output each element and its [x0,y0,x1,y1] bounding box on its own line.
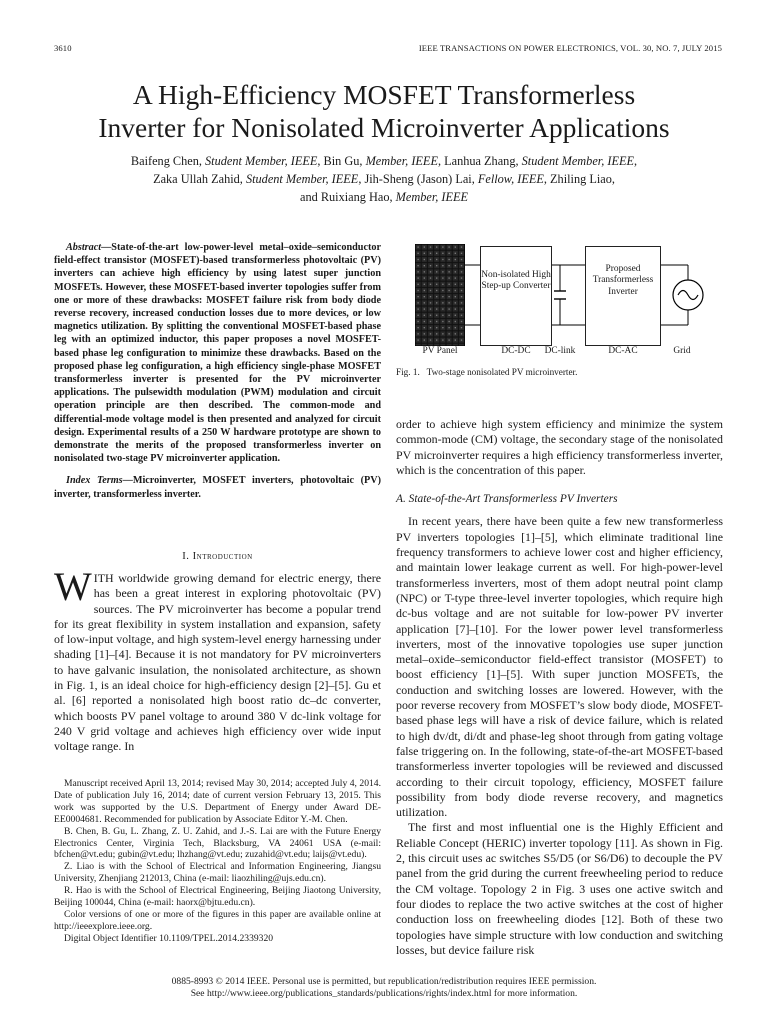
footnote: Manuscript received April 13, 2014; revised May 30, 2014; accepted July 4, 2014. Date of publication July 16, 2014; date of current version February 13, 2015. This work was supported by the U.S. Department of Energy under Award DE-EE0004681. Recommended for publication by Associate Editor Y.-M. Chen. [54,778,381,825]
copyright-footer [0,976,768,1001]
figure-1 [392,236,714,386]
page-number: 3610 [54,43,72,53]
abstract-label: Abstract [66,242,102,253]
abstract-text: —State-of-the-art low-power-level metal–oxide–semiconductor field-effect transistor (MOSFET)-based transformerless photovoltaic (PV) inverters can achieve high efficiency by using latest super junction MOSFETs. However, these MOSFET-based inverter topologies suffer from one or more of these drawbacks: MOSFET failure risk from body diode reverse recovery, increased conduction losses due to more devices, or low magnetics utilization. By splitting the conventional MOSFET-based phase leg with an optimized inductor, this paper proposes a novel MOSFET-based phase leg configuration to minimize these drawbacks. Based on the proposed phase leg configuration, a high efficiency single-phase MOSFET transformerless inverter is presented for the PV microinverter applications. The pulsewidth modulation (PWM) modulation and circuit operation principle are then described. The common-mode and differential-mode voltage model is then presented and analyzed for circuit design. Experimental results of a 250 W hardware prototype are shown to demonstrate the merits of the proposed transformerless inverter on nonisolated two-stage PV microinverter application. [54,242,381,465]
journal-header: IEEE TRANSACTIONS ON POWER ELECTRONICS, VOL. 30, NO. 7, JULY 2015 [418,43,722,53]
index-terms-label: Index Terms [66,475,123,487]
author-list [40,152,728,206]
footnote: B. Chen, B. Gu, L. Zhang, Z. U. Zahid, and J.-S. Lai are with the Future Energy Electronics Center, Virginia Tech, Blacksburg, VA 24061 USA (e-mail: bfchen@vt.edu; gubin@vt.edu; lhzhang@vt.edu; zuzahid@vt.edu; laijs@vt.edu). [54,825,381,861]
footnote: Digital Object Identifier 10.1109/TPEL.2014.2339320 [64,932,274,944]
drop-cap: W [54,564,92,609]
paragraph: In recent years, there have been quite a few new transformerless PV inverters topologies [1]–[5], which eliminate traditional line frequency transformers to achieve lower cost and higher efficiency, and maintain lower leakage current as well. For high-power-level transformerless inverters, most of them adopt neutral point clamp (NPC) or T-type three-level inverter topologies, which require high dc-bus voltage and are not suitable for low-power PV inverter application [7]–[10]. For the lower power level transformerless inverters, most of the innovative topologies use super junction metal–oxide–semiconductor field-effect transistor (MOSFET) to boost efficiency [1]–[5]. With super junction MOSFETs, the conduction and switching losses are lowered. However, with the poor reverse recovery from MOSFET’s slow body diode, MOSFET-based phase legs will have a risk of device failure, which is related to high dv/dt, di/dt and phase-leg shoot through from gating voltage false triggering on. In the following, state-of-the-art MOSFET-based transformerless inverter topologies will be reviewed and discussed according to their circuit topology, efficiency, MOSFET failure possibility from body diode reverse recovery, and magnetics utilization. [396,514,723,820]
paper-title [0,78,768,144]
index-terms-text: —Microinverter, MOSFET inverters, photovoltaic (PV) inverter, transformerless inverter. [54,475,381,500]
author-name: and Ruixiang Hao, [299,190,396,204]
footer-line-2: See http://www.ieee.org/publications_standards/publications/rights/index.html for more information. [190,988,578,1000]
inverter-block: Proposed Transformerless Inverter [585,246,661,346]
label-dc-link: DC-link [544,346,576,356]
author-name: , Bin Gu, [317,154,366,168]
author-role: Student Member, IEEE [521,154,634,168]
footnote: R. Hao is with the School of Electrical Engineering, Beijing Jiaotong University, Beijing 100044, China (e-mail: haorx@bjtu.edu.cn). [54,885,381,909]
author-role: Member, IEEE [395,190,469,204]
author-role: Student Member, IEEE [245,172,359,186]
paragraph: order to achieve high system efficiency and minimize the system common-mode (CM) voltage, the secondary stage of the nonisolated PV microinverter requires a high efficiency transformerless inverter, which is the concentration of this paper. [396,417,723,477]
author-name: , Jih-Sheng (Jason) Lai, [358,172,478,186]
label-dc-ac: DC-AC [608,346,638,356]
section-title: Introduction [192,551,253,562]
figure-caption [396,367,716,377]
abstract [54,241,381,501]
title-line-2: Inverter for Nonisolated Microinverter Applications [98,112,670,143]
footer-line-1: 0885-8993 © 2014 IEEE. Personal use is permitted, but republication/redistribution requires IEEE permission. [171,976,597,987]
section-heading-introduction [54,549,381,564]
author-line-2 [40,170,728,188]
label-grid: Grid [673,346,691,356]
author-name: Baifeng Chen, [130,154,206,168]
author-role: Student Member, IEEE [205,154,318,168]
intro-text [54,564,381,755]
label-pv-panel: PV Panel [422,346,458,356]
author-role: Fellow, IEEE [477,172,544,186]
footnote: Z. Liao is with the School of Electrical and Information Engineering, Jiangsu University, Zhenjiang 212013, China (e-mail: liaozhiling@ujs.edu.cn). [54,861,381,885]
dc-dc-converter-block: Non-isolated High Step-up Converter [480,246,552,346]
author-name: , Lanhua Zhang, [437,154,522,168]
title-line-1: A High-Efficiency MOSFET Transformerless [132,79,636,110]
author-line-3 [40,188,728,206]
paragraph: The first and most influential one is the Highly Efficient and Reliable Concept (HERIC) inverter topology [11]. As shown in Fig. 2, this circuit uses ac switches S5/D5 (or S6/D6) to decouple the PV panel from the grid during the current freewheeling period to reduce the CM voltage. Topology 2 in Fig. 3 uses one active switch and four diodes to replace the two active switches at the cost of higher conduction loss on freewheeling diodes [12]. Both of these two topologies have simple structure with low conduction and switching losses, but device failure risk [396,820,723,957]
subsection-heading: A. State-of-the-Art Transformerless PV Inverters [396,493,618,506]
author-name: , Zhiling Liao, [543,172,615,186]
author-sep: , [633,154,638,168]
footnote: Color versions of one or more of the figures in this paper are available online at http://ieeexplore.ieee.org. [54,908,381,932]
label-dc-dc: DC-DC [501,346,531,356]
author-name: Zaka Ullah Zahid, [153,172,246,186]
footnotes [54,778,381,945]
section-number: I. [182,551,193,562]
author-role: Member, IEEE [365,154,438,168]
caption-number: Fig. 1. [396,367,420,377]
figure-wires [392,236,714,386]
caption-text: Two-stage nonisolated PV microinverter. [426,367,578,377]
right-column [396,417,723,958]
intro-paragraph: ITH worldwide growing demand for electric energy, there has been a great interest in exploring photovoltaic (PV) sources. The PV microinverter has become a popular trend for its great flexibility in system installation and expansion, safety of low-input voltage, and high system-level energy harnessing under shading [1]–[4]. Because it is not mandatory for PV microinverters to have galvanic insulation, the nonisolated architecture, as shown in Fig. 1, is an ideal choice for high-efficiency design [2]–[5]. Gu et al. [6] reported a nonisolated high boost ratio dc–dc converter, which boosts PV panel voltage to around 380 V dc-link voltage for 240 V grid voltage and achieves high efficiency over wide input voltage range. In [54,571,381,754]
author-line-1 [40,152,728,170]
